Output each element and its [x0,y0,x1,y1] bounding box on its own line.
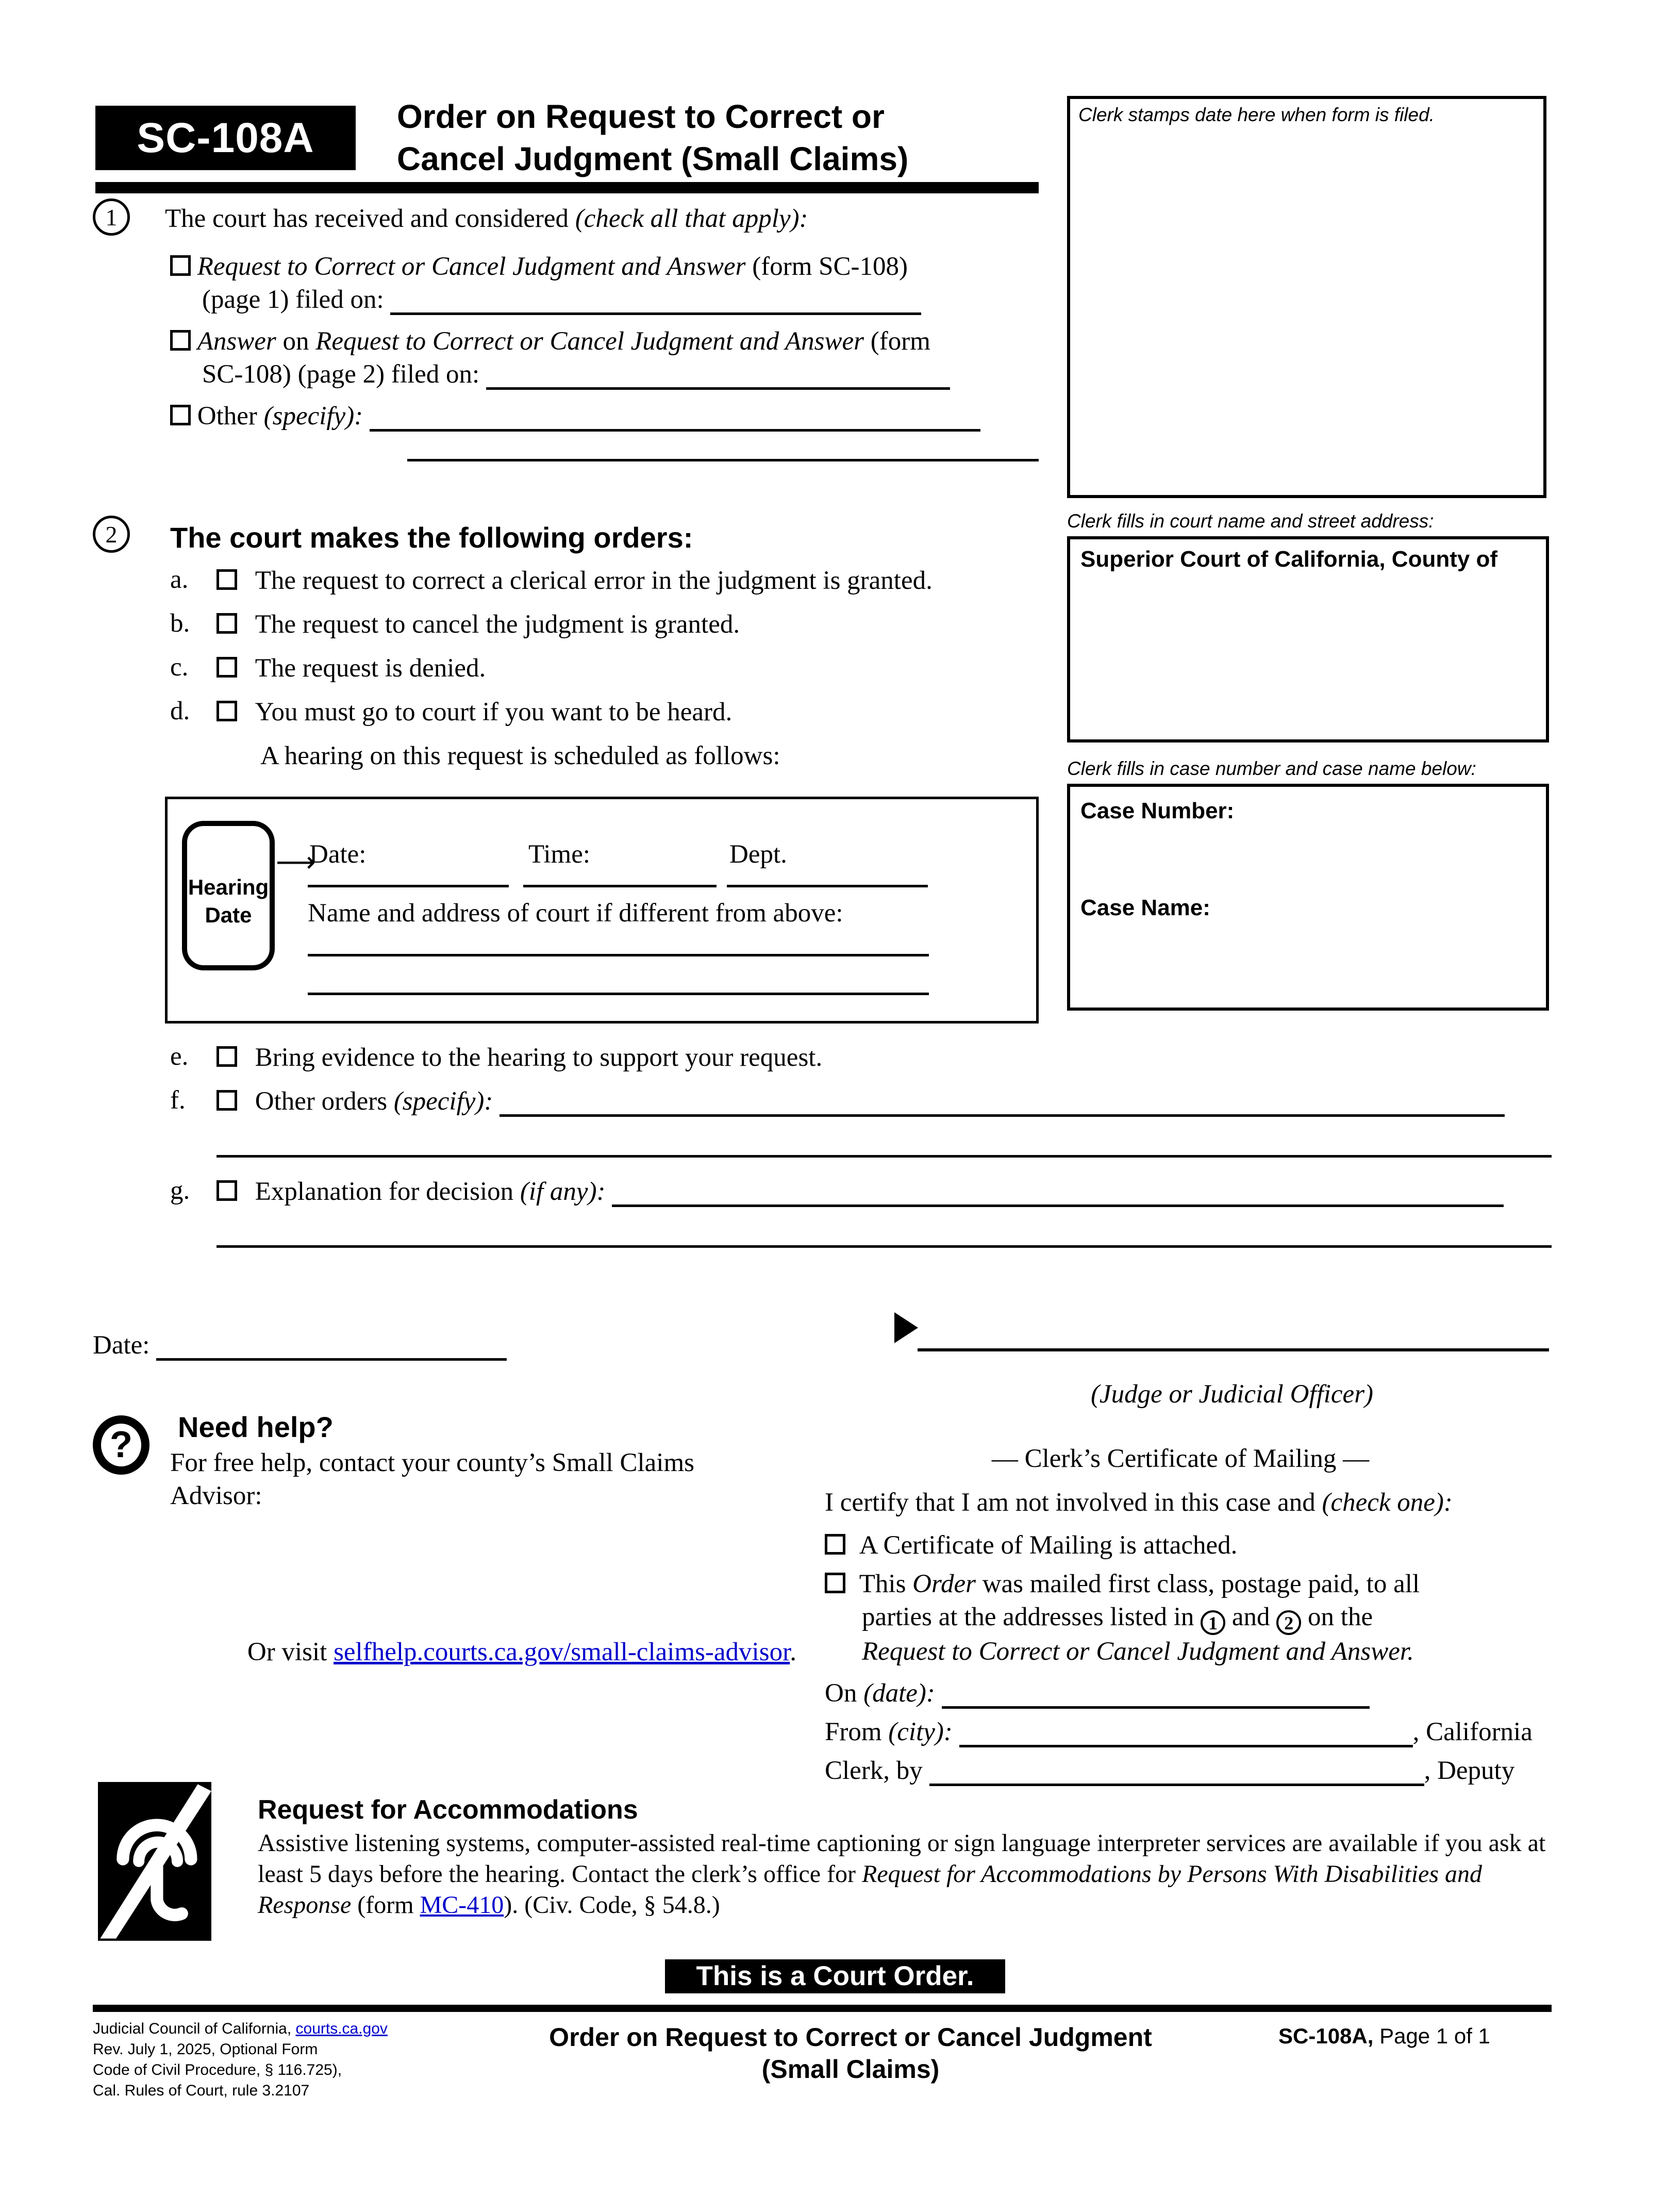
section-1-item-3 [170,400,1046,433]
order-g-explanation-line-1[interactable] [612,1180,1504,1207]
judge-signature-line[interactable] [918,1348,1549,1351]
case-info-caption: Clerk fills in case number and case name below: [1067,758,1476,779]
arrow-right-icon: ⟶ [276,847,316,878]
hearing-date-box [165,797,1039,1024]
small-claims-advisor-link[interactable]: selfhelp.courts.ca.gov/small-claims-advisor [334,1638,790,1666]
question-mark-icon: ? [93,1415,149,1475]
footer-left-line1-plain: Judicial Council of California, [93,2020,296,2037]
filed-on-date-line-1[interactable] [390,288,921,315]
section-1-number: 1 [93,199,130,236]
hearing-court-address-line-2[interactable] [308,993,929,995]
hearing-court-address-label: Name and address of court if different from above: [308,899,843,928]
com-option-2-e: on the [1301,1603,1373,1631]
order-e-row [217,1042,822,1074]
section-1-item-1-italic: Request to Correct or Cancel Judgment and Answer [197,252,746,281]
mailing-from-city-row [825,1717,1533,1747]
section-1-lead-italic: (check all that apply): [575,204,808,233]
court-name-label: Superior Court of California, County of [1080,547,1498,572]
mailing-from-italic: (city): [888,1718,953,1746]
checkbox-order-g[interactable] [217,1180,237,1201]
section-1-item-2 [170,325,1041,391]
order-d-text: You must go to court if you want to be heard. [255,698,732,727]
mailing-on-italic: (date): [863,1679,935,1708]
com-lead-plain: I certify that I am not involved in this case and [825,1488,1322,1517]
judge-signature-caption: (Judge or Judicial Officer) [1090,1380,1374,1409]
order-b-letter: b. [170,609,190,638]
order-a-text: The request to correct a clerical error in the judgment is granted. [255,566,933,595]
certificate-of-mailing-option-2 [825,1567,1562,1668]
clerk-stamp-caption: Clerk stamps date here when form is filed. [1078,104,1435,125]
accommodations-body-italic: Request for Accommodations by Persons With Disabilities and Response [258,1860,1483,1919]
order-date-label [93,1330,507,1361]
section-2-heading: The court makes the following orders: [170,521,693,554]
section-1-item-2-rest: (form [864,327,930,356]
page-title-line2: Cancel Judgment (Small Claims) [397,140,909,177]
order-date-label-text: Date: [93,1331,150,1360]
page-title [397,95,1034,180]
need-help-body: For free help, contact your county’s Small Claims Advisor: [170,1448,694,1510]
certificate-of-mailing-lead [825,1488,1562,1517]
checkbox-order-c[interactable] [217,657,237,678]
need-help-title: Need help? [178,1411,334,1443]
order-c-row [217,652,486,684]
hearing-dept-input-line[interactable] [727,885,928,887]
hearing-date-label: Date: [309,840,367,869]
order-f-specify-line-2[interactable] [217,1155,1552,1158]
inline-circle-2: 2 [1276,1610,1301,1635]
mailing-clerk-plain: Clerk, by [825,1756,923,1785]
mailing-on-plain: On [825,1679,864,1708]
mailing-clerk-line[interactable] [929,1759,1424,1786]
hearing-date-input-line[interactable] [308,885,509,887]
order-f-letter: f. [170,1086,186,1115]
court-order-banner: This is a Court Order. [665,1959,1005,1993]
section-2-number: 2 [93,516,130,553]
footer-center-line2: (Small Claims) [761,2055,940,2084]
com-option-2-b: was mailed first class, postage paid, to all [975,1570,1420,1598]
checkbox-order-a[interactable] [217,569,237,590]
checkbox-answer-sc108-page2[interactable] [170,330,191,351]
accommodations-body-a: Assistive listening systems, computer-assisted real-time captioning or sign language interpreter services are available if you ask at least 5 days before the hearing. Contact the clerk’s office for [258,1829,1546,1888]
other-specify-line-2[interactable] [407,459,1039,461]
com-option-2-d: and [1225,1603,1277,1631]
other-specify-line-1[interactable] [370,405,980,432]
footer-left-line2: Rev. July 1, 2025, Optional Form [93,2041,318,2058]
certificate-of-mailing-option-1 [825,1529,1562,1562]
court-name-caption: Clerk fills in court name and street address: [1067,510,1434,532]
order-c-text: The request is denied. [255,654,486,683]
case-info-box[interactable] [1067,784,1549,1011]
accommodations-title: Request for Accommodations [258,1795,638,1825]
signature-arrow-icon [894,1312,918,1343]
mailing-clerk-row [825,1756,1514,1786]
order-f-specify-line-1[interactable] [499,1090,1505,1117]
clerk-stamp-box [1067,96,1546,498]
header-divider-bar [95,182,1039,193]
hearing-date-badge-line1: Hearing [188,875,269,899]
footer-page-info [1278,2024,1557,2049]
com-option-2-italic2: Request to Correct or Cancel Judgment and Answer. [862,1637,1414,1666]
com-option-2-a: This [859,1570,913,1598]
order-d-row [217,696,732,728]
order-f-row [217,1085,1505,1117]
footer-left-line3: Code of Civil Procedure, § 116.725), [93,2061,342,2078]
filed-on-date-line-2[interactable] [486,363,950,390]
order-d-letter: d. [170,697,190,725]
section-1-item-3-italic: (specify): [263,402,363,431]
order-c-letter: c. [170,653,189,682]
com-option-1-text: A Certificate of Mailing is attached. [859,1531,1238,1560]
accommodations-body-b: (form [351,1891,420,1919]
checkbox-order-e[interactable] [217,1046,237,1067]
com-option-2-italic1: Order [912,1570,976,1598]
order-g-row [217,1176,1504,1208]
checkbox-request-sc108-page1[interactable] [170,255,191,276]
hearing-time-label: Time: [528,840,591,869]
section-1-item-2-plain-a: Answer [197,327,276,356]
need-help-visit-prefix: Or visit [247,1638,334,1666]
case-number-label: Case Number: [1080,798,1235,823]
accommodations-body-c: ). (Civ. Code, § 54.8.) [504,1891,720,1919]
hearing-date-badge-line2: Date [205,903,252,927]
checkbox-order-f[interactable] [217,1090,237,1111]
section-1-item-1 [170,250,1036,316]
footer-right-code: SC-108A, [1278,2024,1374,2048]
footer-center-line1: Order on Request to Correct or Cancel Judgment [549,2023,1152,2052]
assistive-listening-icon [98,1781,211,1941]
court-name-box[interactable] [1067,536,1549,742]
section-1-item-2-plain-b: on [276,327,316,356]
section-1-item-2-line2: SC-108) (page 2) filed on: [202,360,480,389]
section-1-item-1-line2: (page 1) filed on: [202,285,384,314]
mailing-on-date-line[interactable] [942,1682,1370,1709]
order-a-letter: a. [170,565,189,594]
section-1-lead-plain: The court has received and considered [165,204,575,233]
order-e-text: Bring evidence to the hearing to support your request. [255,1043,823,1072]
footer-right-page: Page 1 of 1 [1373,2024,1490,2048]
case-name-label: Case Name: [1080,895,1210,920]
accommodations-body [258,1828,1552,1921]
mailing-from-plain: From [825,1718,889,1746]
com-lead-italic: (check one): [1322,1488,1453,1517]
order-a-row [217,565,933,597]
certificate-of-mailing-title: — Clerk’s Certificate of Mailing — [991,1444,1370,1473]
order-b-row [217,608,740,640]
hearing-time-input-line[interactable] [523,885,717,887]
footer-left-line4: Cal. Rules of Court, rule 3.2107 [93,2082,310,2099]
courts-ca-gov-link[interactable]: courts.ca.gov [295,2020,388,2037]
mailing-clerk-suffix: , Deputy [1424,1756,1515,1785]
checkbox-order-d[interactable] [217,701,237,721]
section-1-lead [165,204,808,234]
checkbox-order-mailed[interactable] [825,1573,845,1593]
hearing-scheduled-note: A hearing on this request is scheduled as follows: [260,741,780,770]
checkbox-certificate-attached[interactable] [825,1534,845,1555]
order-f-plain: Other orders [255,1087,394,1116]
order-g-explanation-line-2[interactable] [217,1245,1552,1248]
order-g-letter: g. [170,1176,190,1205]
page-title-line1: Order on Request to Correct or [397,98,885,135]
order-b-text: The request to cancel the judgment is granted. [255,610,740,639]
section-1-item-2-italic: Request to Correct or Cancel Judgment and Answer [315,327,864,356]
order-g-plain: Explanation for decision [255,1177,520,1206]
need-help-visit-suffix: . [790,1638,796,1666]
hearing-dept-label: Dept. [729,840,787,869]
mailing-from-suffix: , California [1412,1718,1533,1746]
mailing-on-date-row [825,1678,1370,1709]
hearing-date-badge [182,821,275,970]
mailing-from-city-line[interactable] [959,1721,1413,1747]
need-help-visit [178,1637,796,1667]
form-code-badge: SC-108A [95,106,356,170]
order-g-italic: (if any): [520,1177,606,1206]
checkbox-other[interactable] [170,405,191,425]
section-1-item-1-rest: (form SC-108) [745,252,908,281]
footer-divider-bar [93,2005,1552,2012]
checkbox-order-b[interactable] [217,613,237,634]
order-f-italic: (specify): [393,1087,493,1116]
order-e-letter: e. [170,1042,189,1071]
inline-circle-1: 1 [1201,1610,1225,1635]
com-option-2-c: parties at the addresses listed in [862,1603,1201,1631]
hearing-court-address-line-1[interactable] [308,954,929,956]
section-1-item-3-plain: Other [197,402,264,431]
footer-form-title [428,2021,1273,2085]
mc-410-form-link[interactable]: MC-410 [420,1891,504,1919]
order-date-input-line[interactable] [156,1334,507,1361]
